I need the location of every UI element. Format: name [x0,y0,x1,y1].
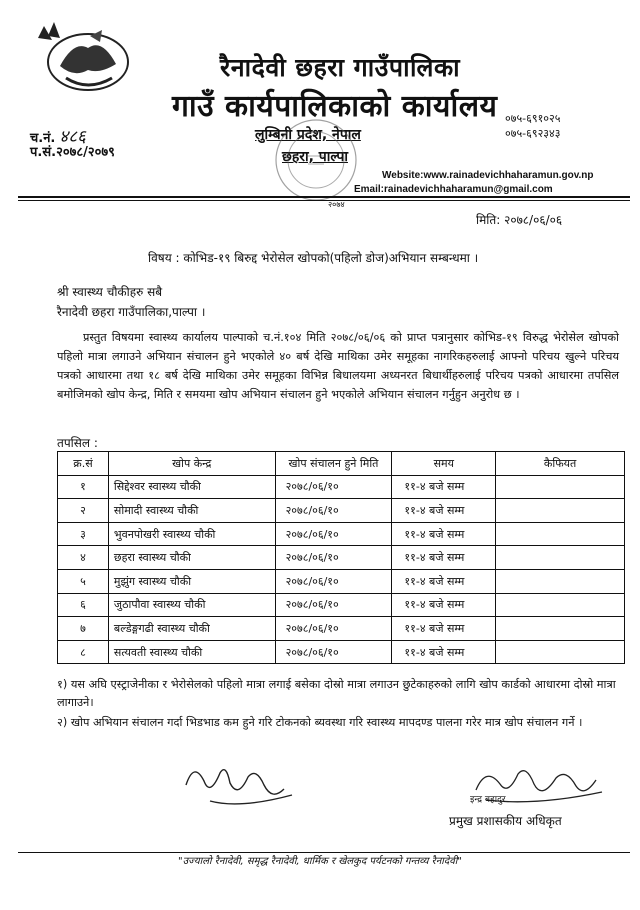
cell-remark [496,499,625,523]
cell-centre: सत्यवती स्वास्थ्य चौकी [108,640,275,664]
cell-remark [496,569,625,593]
cell-centre: मुझुंग स्वास्थ्य चौकी [108,569,275,593]
fiscal-value: २०७८/२०७९ [56,145,115,160]
recipient-line-1: श्री स्वास्थ्य चौकीहरु सबै [57,285,163,299]
fiscal-year [30,142,115,160]
table-row [58,593,625,617]
letter-subject: विषय : कोभिड-१९ बिरुद्द भेरोसेल खोपको(पहिलो डोज)अभियान सम्बन्धमा । [148,251,479,265]
province-name: लुम्बिनी प्रदेश, नेपाल [255,127,361,143]
header-time: समय [392,452,496,476]
cell-remark [496,640,625,664]
website-link[interactable]: Website:www.rainadevichhaharamun.gov.np [382,170,594,181]
cell-time: ११-४ बजे सम्म [392,522,496,546]
cell-time: ११-४ बजे सम्म [392,640,496,664]
cell-time: ११-४ बजे सम्म [392,593,496,617]
cell-centre: जुठापौवा स्वास्थ्य चौकी [108,593,275,617]
cell-remark [496,522,625,546]
cell-date: २०७८/०६/१० [275,593,392,617]
letter-date: मिति: २०७८/०६/०६ [476,213,563,227]
signature-left-icon [180,755,300,813]
cell-serial: ७ [58,617,109,641]
cell-serial: ८ [58,640,109,664]
cell-centre: भुवनपोखरी स्वास्थ्य चौकी [108,522,275,546]
email-link[interactable]: Email:rainadevichhaharamun@gmail.com [354,184,553,195]
cell-time: ११-४ बजे सम्म [392,475,496,499]
table-header-row [58,452,625,476]
nepal-emblem-icon [30,18,138,96]
chalani-label: च.नं. [30,131,56,146]
recipient-line-2: रैनादेवी छहरा गाउँपालिका,पाल्पा । [57,305,206,319]
cell-date: २०७८/०६/१० [275,475,392,499]
cell-serial: १ [58,475,109,499]
table-row [58,569,625,593]
cell-date: २०७८/०६/१० [275,522,392,546]
phone-number-1: ०७५-६९१०२५ [505,112,561,125]
cell-date: २०७८/०६/१० [275,617,392,641]
cell-serial: २ [58,499,109,523]
table-row [58,640,625,664]
header-divider [18,196,630,198]
table-row [58,475,625,499]
district-name: छहरा, पाल्पा [282,149,348,165]
cell-remark [496,617,625,641]
table-row [58,499,625,523]
cell-serial: ३ [58,522,109,546]
cell-serial: ६ [58,593,109,617]
letter-body: प्रस्तुत विषयमा स्वास्थ्य कार्यालय पाल्पाको च.नं.१०४ मिति २०७८/०६/०६ को प्राप्त पत्रानुसार कोभिड-१९ विरुद्ध भेरोसेल खोपको पहिलो मात्रा लगाउने अभियान संचालन हुने भएकोले ४० बर्ष देखि माथिका उमेर समूहका नागरिकहरुलाई आफ्नो परिचय खुल्ने परिचय पत्रको आधारमा तथा १८ बर्ष देखि माथिका उमेर समूहका विभिन्न बिधालयमा अध्यनरत बिधार्थीहरुलाई परिचय पत्रको आधारमा तपसिल बमोजिमको खोप केन्द्र, मिति र समयमा खोप अभियान संचालन हुने भएकोले अभियान संचालन गर्नुहुन अनुरोध छ । [57,331,619,401]
stamp-number: २०७४ [328,200,345,209]
footer-slogan: "उज्यालो रैनादेवी, समृद्ध रैनादेवी, धार्मिक र खेलकुद पर्यटनको गन्तव्य रैनादेवी" [178,856,462,867]
cell-remark [496,475,625,499]
cell-date: २०७८/०६/१० [275,499,392,523]
signer-title: प्रमुख प्रशासकीय अधिकृत [449,814,562,828]
cell-date: २०७८/०६/१० [275,569,392,593]
header-serial: क्र.सं [58,452,109,476]
header-date: खोप संचालन हुने मिति [275,452,392,476]
fiscal-label: प.सं. [30,145,57,160]
cell-centre: छहरा स्वास्थ्य चौकी [108,546,275,570]
note-1: १) यस अघि एस्ट्राजेनीका र भेरोसेलको पहिलो मात्रा लगाई बसेका दोस्रो मात्रा लगाउन छुटेकाहरुको लागि खोप कार्डको आधारमा दोस्रो मात्रा लागाउने। [57,678,616,709]
cell-serial: ५ [58,569,109,593]
vaccination-schedule-table [57,451,625,664]
cell-date: २०७८/०६/१० [275,546,392,570]
tapsil-label: तपसिल : [57,436,98,450]
cell-time: ११-४ बजे सम्म [392,499,496,523]
cell-date: २०७८/०६/१० [275,640,392,664]
cell-centre: सोमादी स्वास्थ्य चौकी [108,499,275,523]
cell-serial: ४ [58,546,109,570]
cell-remark [496,546,625,570]
cell-time: ११-४ बजे सम्म [392,569,496,593]
note-2: २) खोप अभियान संचालन गर्दा भिडभाड कम हुने गरि टोकनको ब्यवस्था गरि स्वास्थ्य मापदण्ड पालना गरेर मात्र खोप संचालन गर्ने । [57,716,583,729]
cell-time: ११-४ बजे सम्म [392,546,496,570]
cell-centre: बल्डेङ्गगढी स्वास्थ्य चौकी [108,617,275,641]
office-name: गाउँ कार्यपालिकाको कार्यालय [172,89,498,124]
header-divider-thin [18,200,630,201]
signer-name: इन्द्र बहादुर [470,795,506,805]
table-row [58,522,625,546]
header-centre: खोप केन्द्र [108,452,275,476]
table-row [58,546,625,570]
table-row [58,617,625,641]
cell-time: ११-४ बजे सम्म [392,617,496,641]
office-seal-icon [268,112,364,208]
cell-remark [496,593,625,617]
chalani-value: ४८६ [59,127,86,147]
org-name: रैनादेवी छहरा गाउँपालिका [220,53,461,82]
cell-centre: सिद्देश्वर स्वास्थ्य चौकी [108,475,275,499]
header-remark: कैफियत [496,452,625,476]
phone-number-2: ०७५-६९२३४३ [505,127,561,140]
